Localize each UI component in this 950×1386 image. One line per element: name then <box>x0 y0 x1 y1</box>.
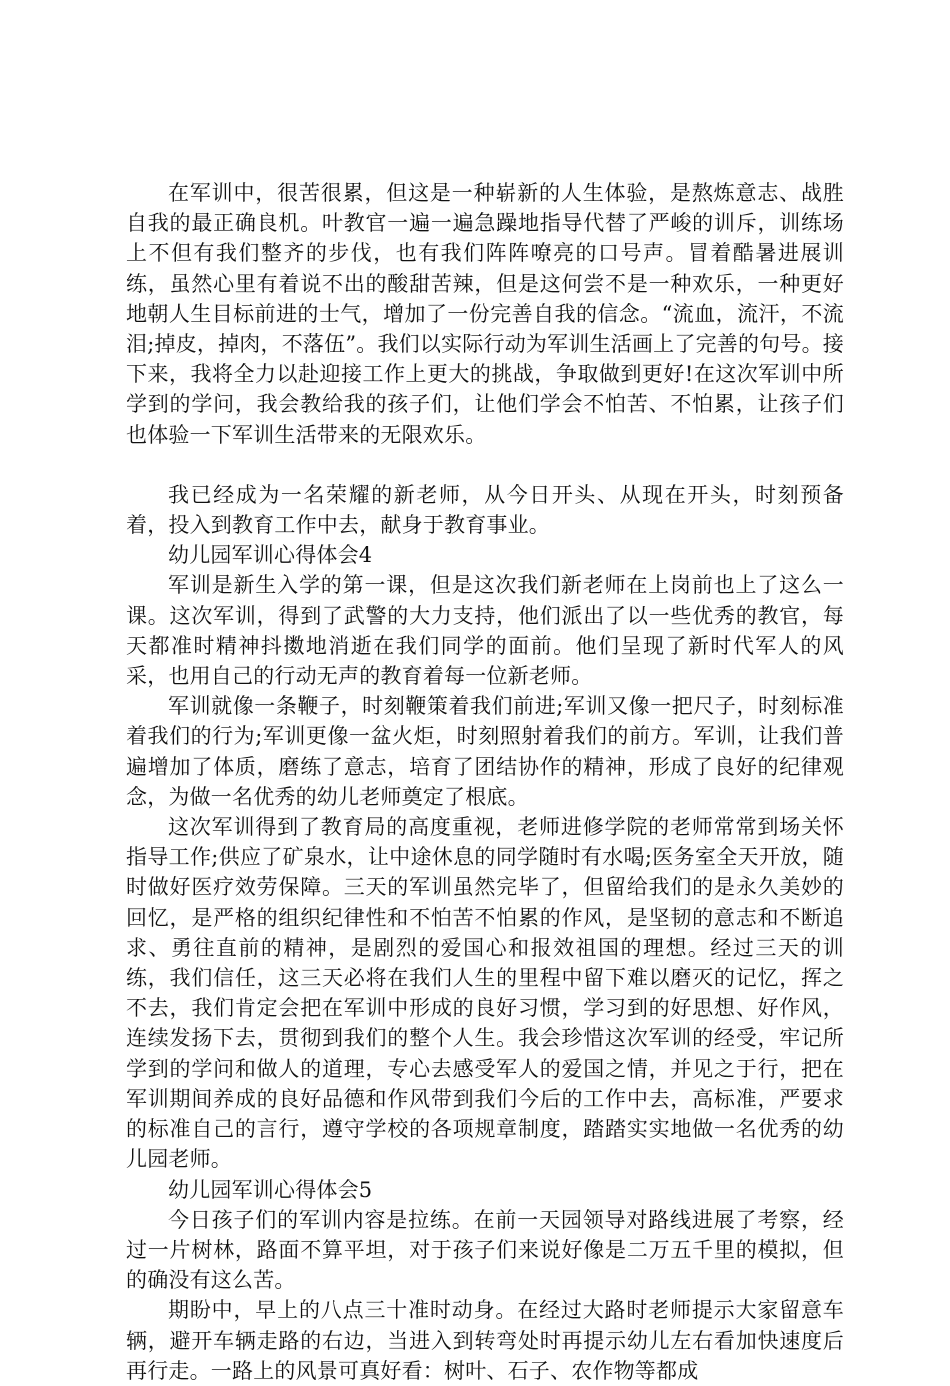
section-heading-4: 幼儿园军训心得体会4 <box>168 543 373 568</box>
paragraph-new-teacher: 我已经成为一名荣耀的新老师，从今日开头、从现在开头，时刻预备着，投入到教育工作中去，献身于教育事业。 <box>126 482 844 538</box>
document-body <box>126 178 844 1386</box>
section-heading-5: 幼儿园军训心得体会5 <box>168 1177 373 1202</box>
paragraph-spacer <box>126 450 844 480</box>
paragraph-training-like-whip: 军训就像一条鞭子，时刻鞭策着我们前进;军训又像一把尺子，时刻标准着我们的行为;军训更像一盆火炬，时刻照射着我们的前方。军训，让我们普遍增加了体质，磨练了意志，培育了团结协作的精神，形成了良好的纪律观念，为做一名优秀的幼儿老师奠定了根底。 <box>126 694 844 809</box>
paragraph-departure: 期盼中，早上的八点三十准时动身。在经过大路时老师提示大家留意车辆，避开车辆走路的右边，当进入到转弯处时再提示幼儿左右看加快速度后再行走。一路上的风景可真好看：树叶、石子、农作物等都成 <box>126 1298 844 1383</box>
paragraph-hiking-training: 今日孩子们的军训内容是拉练。在前一天园领导对路线进展了考察，经过一片树林，路面不算平坦，对于孩子们来说好像是二万五千里的模拟，但的确没有这么苦。 <box>126 1207 844 1293</box>
paragraph-first-lesson: 军训是新生入学的第一课，但是这次我们新老师在上岗前也上了这么一课。这次军训，得到了武警的大力支持，他们派出了以一些优秀的教官，每天都准时精神抖擞地消逝在我们同学的面前。他们呈现了新时代军人的风采，也用自己的行动无声的教育着每一位新老师。 <box>126 573 844 689</box>
paragraph-education-bureau: 这次军训得到了教育局的高度重视，老师进修学院的老师常常到场关怀指导工作;供应了矿泉水，让中途休息的同学随时有水喝;医务室全天开放，随时做好医疗效劳保障。三天的军训虽然完毕了，但留给我们的是永久美妙的回忆，是严格的组织纪律性和不怕苦不怕累的作风，是坚韧的意志和不断追求、勇往直前的精神，是剧烈的爱国心和报效祖国的理想。经过三天的训练，我们信任，这三天必将在我们人生的里程中留下难以磨灭的记忆，挥之不去，我们肯定会把在军训中形成的良好习惯，学习到的好思想、好作风，连续发扬下去，贯彻到我们的整个人生。我会珍惜这次军训的经受，牢记所学到的学问和做人的道理，专心去感受军人的爱国之情，并见之于行，把在军训期间养成的良好品德和作风带到我们今后的工作中去，高标准，严要求的标准自己的言行，遵守学校的各项规章制度，踏踏实实地做一名优秀的幼儿园老师。 <box>126 815 844 1172</box>
paragraph-military-training-experience: 在军训中，很苦很累，但这是一种崭新的人生体验，是熬炼意志、战胜自我的最正确良机。叶教官一遍一遍急躁地指导代替了严峻的训斥，训练场上不但有我们整齐的步伐，也有我们阵阵嘹亮的口号声。冒着酷暑进展训练，虽然心里有着说不出的酸甜苦辣，但是这何尝不是一种欢乐，一种更好地朝人生目标前进的士气，增加了一份完善自我的信念。“流血，流汗，不流泪;掉皮，掉肉，不落伍”。我们以实际行动为军训生活画上了完善的句号。接下来，我将全力以赴迎接工作上更大的挑战，争取做到更好!在这次军训中所学到的学问，我会教给我的孩子们，让他们学会不怕苦、不怕累，让孩子们也体验一下军训生活带来的无限欢乐。 <box>126 181 844 447</box>
